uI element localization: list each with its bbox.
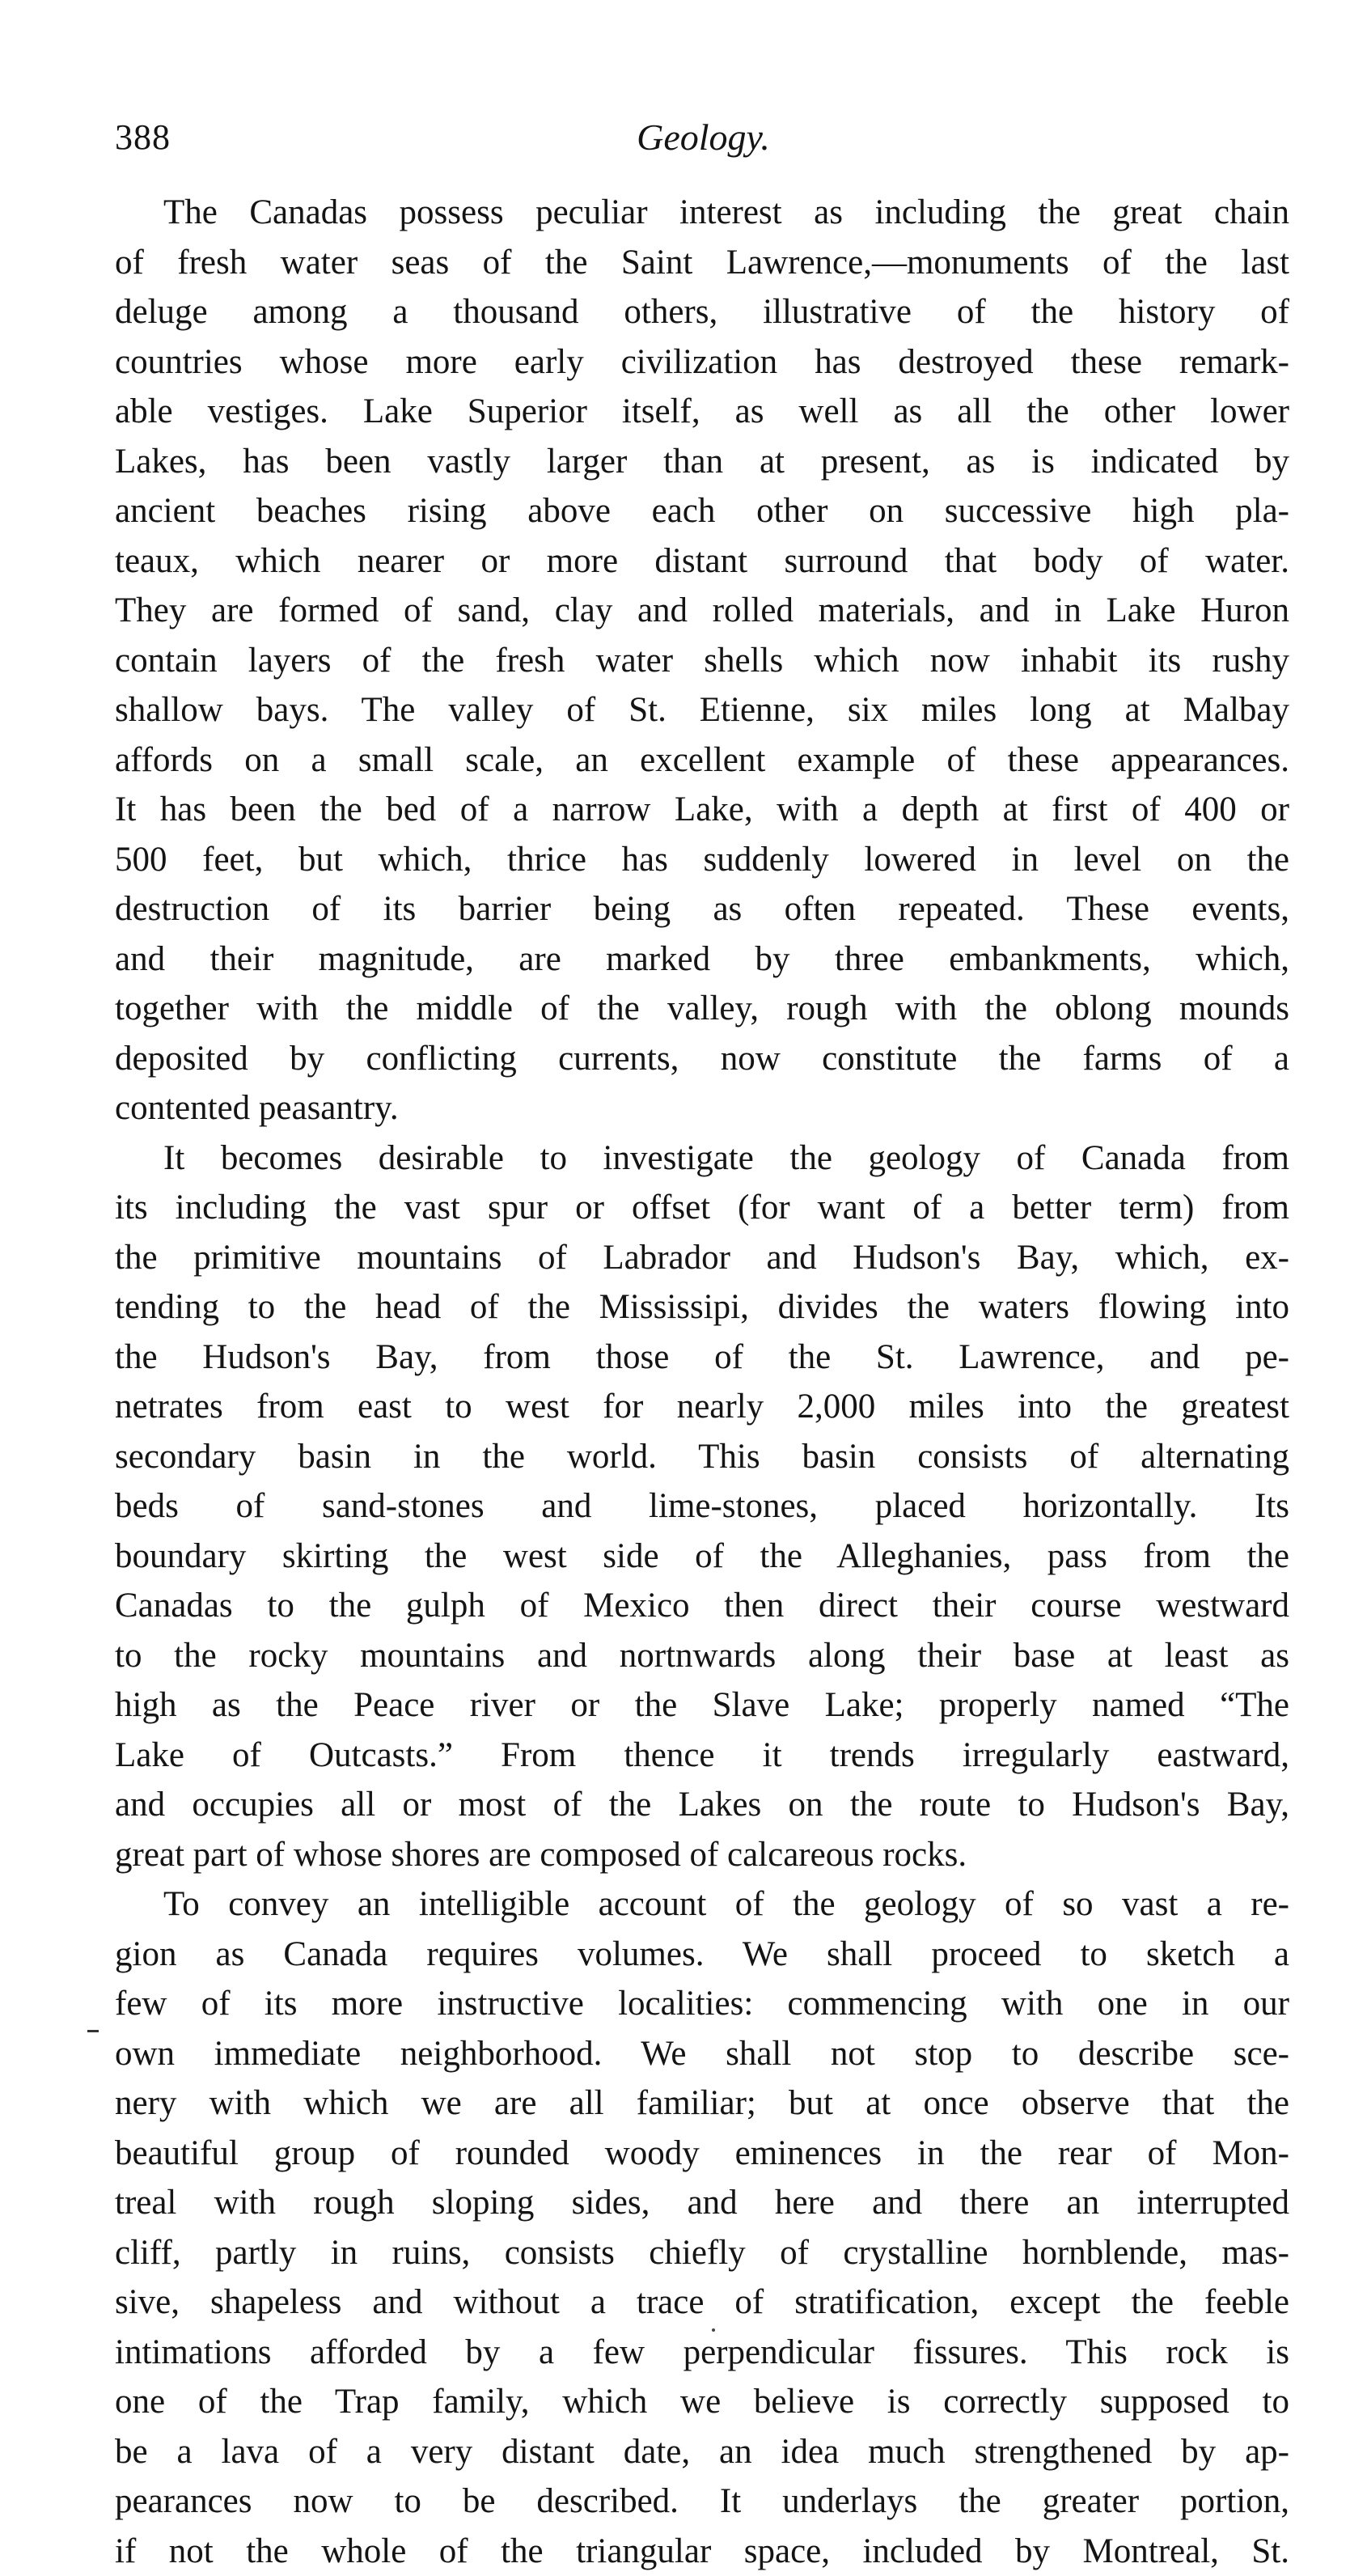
- text-line: 500 feet, but which, thrice has suddenly lowered in level on the: [115, 835, 1289, 885]
- text-line: The Canadas possess peculiar interest as including the great chain: [115, 188, 1289, 238]
- text-line: It becomes desirable to investigate the geology of Canada from: [115, 1133, 1289, 1184]
- text-line: ancient beaches rising above each other on successive high pla-: [115, 486, 1289, 536]
- text-line: own immediate neighborhood. We shall not stop to describe sce-: [115, 2029, 1289, 2079]
- page-header: [115, 113, 1292, 162]
- text-line: and their magnitude, are marked by three embankments, which,: [115, 934, 1289, 985]
- text-line: They are formed of sand, clay and rolled materials, and in Lake Huron: [115, 586, 1289, 636]
- text-line: tending to the head of the Mississipi, divides the waters flowing into: [115, 1282, 1289, 1332]
- text-line: one of the Trap family, which we believe is correctly supposed to: [115, 2377, 1289, 2427]
- text-line: intimations afforded by a few perpendicular fissures. This rock is: [115, 2328, 1289, 2378]
- text-line: beds of sand-stones and lime-stones, placed horizontally. Its: [115, 1481, 1289, 1532]
- text-line: deposited by conflicting currents, now constitute the farms of a: [115, 1034, 1289, 1084]
- text-line: few of its more instructive localities: commencing with one in our: [115, 1979, 1289, 2029]
- text-line: high as the Peace river or the Slave Lake; properly named “The: [115, 1680, 1289, 1731]
- text-line: treal with rough sloping sides, and here and there an interrupted: [115, 2178, 1289, 2228]
- text-line: to the rocky mountains and nortnwards along their base at least as: [115, 1631, 1289, 1681]
- text-line: destruction of its barrier being as often repeated. These events,: [115, 884, 1289, 934]
- text-line: cliff, partly in ruins, consists chiefly of crystalline hornblende, mas-: [115, 2228, 1289, 2278]
- body-text: [115, 188, 1289, 2576]
- page-number: 388: [115, 113, 171, 162]
- text-line: together with the middle of the valley, rough with the oblong mounds: [115, 984, 1289, 1034]
- running-head: Geology.: [115, 113, 1292, 162]
- text-line: It has been the bed of a narrow Lake, with a depth at first of 400 or: [115, 785, 1289, 835]
- text-line: be a lava of a very distant date, an idea much strengthened by ap-: [115, 2427, 1289, 2477]
- text-line: and occupies all or most of the Lakes on the route to Hudson's Bay,: [115, 1780, 1289, 1830]
- text-line: Canadas to the gulph of Mexico then direct their course westward: [115, 1581, 1289, 1631]
- text-line: countries whose more early civilization has destroyed these remark-: [115, 337, 1289, 388]
- text-line: teaux, which nearer or more distant surround that body of water.: [115, 536, 1289, 587]
- text-line: the Hudson's Bay, from those of the St. Lawrence, and pe-: [115, 1332, 1289, 1383]
- text-line: contented peasantry.: [115, 1083, 1289, 1133]
- text-line: Lakes, has been vastly larger than at present, as is indicated by: [115, 437, 1289, 487]
- text-line: affords on a small scale, an excellent example of these appearances.: [115, 735, 1289, 786]
- paragraph-1: [115, 188, 1289, 1133]
- text-line: deluge among a thousand others, illustrative of the history of: [115, 287, 1289, 337]
- text-line: secondary basin in the world. This basin consists of alternating: [115, 1432, 1289, 1482]
- text-line: sive, shapeless and without a trace of stratification, except the feeble: [115, 2277, 1289, 2328]
- text-line: if not the whole of the triangular space, included by Montreal, St.: [115, 2527, 1289, 2576]
- text-line: boundary skirting the west side of the Alleghanies, pass from the: [115, 1532, 1289, 1582]
- text-line: netrates from east to west for nearly 2,000 miles into the greatest: [115, 1382, 1289, 1432]
- text-line: of fresh water seas of the Saint Lawrence,—monuments of the last: [115, 238, 1289, 288]
- text-line: able vestiges. Lake Superior itself, as well as all the other lower: [115, 387, 1289, 437]
- footer-dot: [712, 2328, 715, 2332]
- text-line: gion as Canada requires volumes. We shall proceed to sketch a: [115, 1930, 1289, 1980]
- text-line: nery with which we are all familiar; but at once observe that the: [115, 2078, 1289, 2129]
- text-line: To convey an intelligible account of the geology of so vast a re-: [115, 1879, 1289, 1930]
- text-line: its including the vast spur or offset (for want of a better term) from: [115, 1183, 1289, 1233]
- paragraph-3: [115, 1879, 1289, 2576]
- margin-mark: [87, 2030, 99, 2032]
- text-line: Lake of Outcasts.” From thence it trends irregularly eastward,: [115, 1731, 1289, 1781]
- paragraph-2: [115, 1133, 1289, 1880]
- text-line: pearances now to be described. It underlays the greater portion,: [115, 2476, 1289, 2527]
- text-line: shallow bays. The valley of St. Etienne, six miles long at Malbay: [115, 685, 1289, 735]
- text-line: beautiful group of rounded woody eminences in the rear of Mon-: [115, 2129, 1289, 2179]
- text-line: great part of whose shores are composed of calcareous rocks.: [115, 1830, 1289, 1880]
- text-line: the primitive mountains of Labrador and Hudson's Bay, which, ex-: [115, 1233, 1289, 1283]
- text-line: contain layers of the fresh water shells which now inhabit its rushy: [115, 636, 1289, 686]
